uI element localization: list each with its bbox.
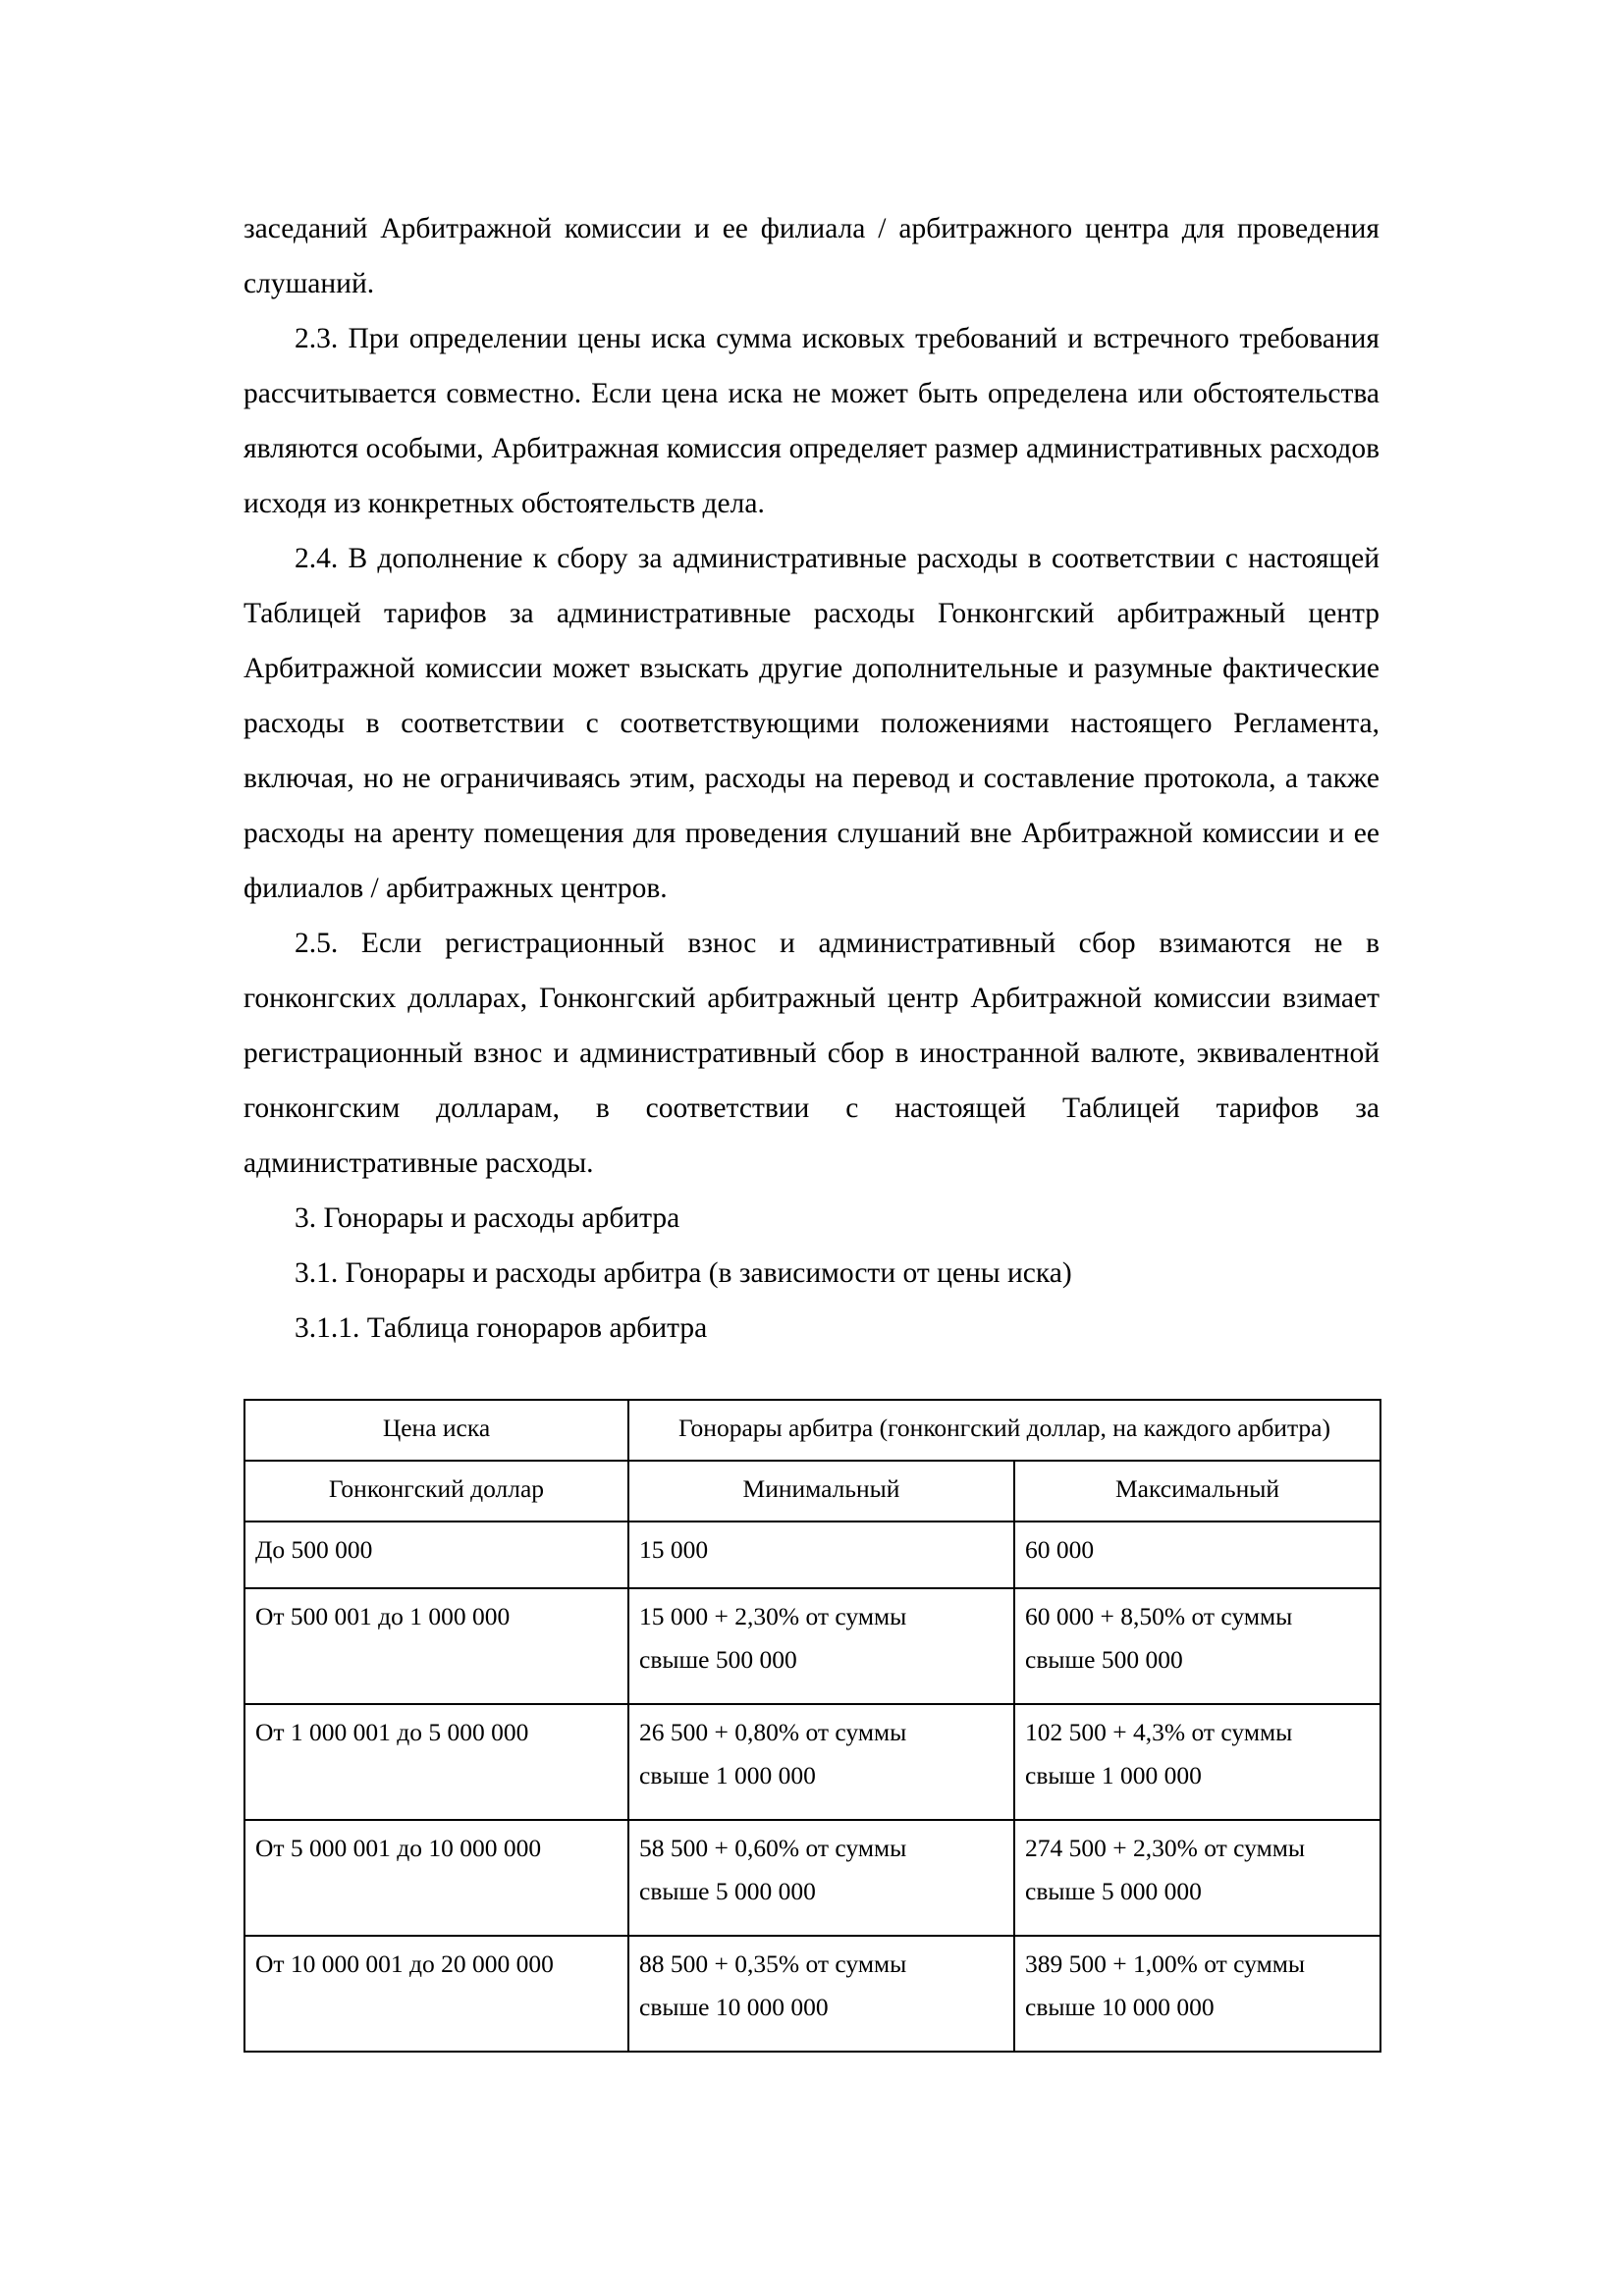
cell-claim-range: От 500 001 до 1 000 000 <box>244 1588 628 1704</box>
cell-line-primary: 88 500 + 0,35% от суммы <box>639 1949 907 1978</box>
cell-claim-range: От 1 000 001 до 5 000 000 <box>244 1704 628 1820</box>
cell-line-primary: 58 500 + 0,60% от суммы <box>639 1834 907 1862</box>
paragraph-2-3: 2.3. При определении цены иска сумма исковых требований и встречного требования рассчитывается совместно. Если цена иска не может быть определена или обстоятельства являются особыми, Арбитражная комиссия определяет размер административных расходов исходя из конкретных обстоятельств дела. <box>243 323 1380 519</box>
cell-minimum-fee <box>628 1936 1014 2052</box>
cell-maximum-fee <box>1014 1820 1380 1936</box>
cell-maximum-fee <box>1014 1588 1380 1704</box>
cell-line-primary: 389 500 + 1,00% от суммы <box>1025 1949 1305 1978</box>
cell-line-secondary: свыше 10 000 000 <box>639 1993 829 2021</box>
cell-line-primary: 15 000 <box>639 1535 709 1564</box>
cell-line-primary: 60 000 <box>1025 1535 1095 1564</box>
heading-section-3-1: 3.1. Гонорары и расходы арбитра (в зависимости от цены иска) <box>295 1257 1072 1289</box>
cell-line-secondary: свыше 500 000 <box>639 1645 797 1674</box>
header-claim-amount: Цена иска <box>244 1400 628 1461</box>
cell-maximum-fee <box>1014 1522 1380 1588</box>
heading-section-3: 3. Гонорары и расходы арбитра <box>295 1202 680 1234</box>
cell-line-primary: 102 500 + 4,3% от суммы <box>1025 1718 1293 1746</box>
cell-minimum-fee <box>628 1704 1014 1820</box>
header-minimum: Минимальный <box>628 1461 1014 1522</box>
table-row <box>244 1936 1380 2052</box>
paragraph-continuation: заседаний Арбитражной комиссии и ее филиала / арбитражного центра для проведения слушаний. <box>243 213 1380 299</box>
document-body <box>243 201 1380 2053</box>
cell-maximum-fee <box>1014 1936 1380 2052</box>
table-row <box>244 1820 1380 1936</box>
paragraph-2-4: 2.4. В дополнение к сбору за административные расходы в соответствии с настоящей Таблицей тарифов за административные расходы Гонконгский арбитражный центр Арбитражной комиссии может взыскать другие дополнительные и разумные фактические расходы в соответствии с соответствующими положениями настоящего Регламента, включая, но не ограничиваясь этим, расходы на перевод и составление протокола, а также расходы на аренту помещения для проведения слушаний вне Арбитражной комиссии и ее филиалов / арбитражных центров. <box>243 543 1380 904</box>
header-arbitrator-fees: Гонорары арбитра (гонконгский доллар, на каждого арбитра) <box>628 1400 1380 1461</box>
cell-minimum-fee <box>628 1588 1014 1704</box>
table-row <box>244 1522 1380 1588</box>
header-currency: Гонконгский доллар <box>244 1461 628 1522</box>
cell-minimum-fee <box>628 1820 1014 1936</box>
table-header-row-sub <box>244 1461 1380 1522</box>
paragraph-2-5: 2.5. Если регистрационный взнос и административный сбор взимаются не в гонконгских долларах, Гонконгский арбитражный центр Арбитражной комиссии взимает регистрационный взнос и административный сбор в иностранной валюте, эквивалентной гонконгским долларам, в соответствии с настоящей Таблицей тарифов за административные расходы. <box>243 928 1380 1179</box>
cell-line-primary: 274 500 + 2,30% от суммы <box>1025 1834 1305 1862</box>
table-row <box>244 1704 1380 1820</box>
table-row <box>244 1588 1380 1704</box>
arbitrator-fee-table <box>243 1399 1381 2053</box>
cell-line-primary: 15 000 + 2,30% от суммы <box>639 1602 907 1630</box>
cell-line-primary: 60 000 + 8,50% от суммы <box>1025 1602 1293 1630</box>
header-maximum: Максимальный <box>1014 1461 1380 1522</box>
cell-line-secondary: свыше 1 000 000 <box>1025 1761 1202 1789</box>
cell-line-secondary: свыше 500 000 <box>1025 1645 1183 1674</box>
cell-line-secondary: свыше 10 000 000 <box>1025 1993 1215 2021</box>
cell-claim-range: От 5 000 001 до 10 000 000 <box>244 1820 628 1936</box>
cell-maximum-fee <box>1014 1704 1380 1820</box>
cell-line-secondary: свыше 1 000 000 <box>639 1761 816 1789</box>
heading-section-3-1-1: 3.1.1. Таблица гонораров арбитра <box>295 1312 708 1344</box>
cell-claim-range: До 500 000 <box>244 1522 628 1588</box>
cell-line-secondary: свыше 5 000 000 <box>1025 1877 1202 1905</box>
table-header-row-top <box>244 1400 1380 1461</box>
arbitrator-fee-table-container <box>243 1399 1380 2053</box>
cell-line-primary: 26 500 + 0,80% от суммы <box>639 1718 907 1746</box>
cell-line-secondary: свыше 5 000 000 <box>639 1877 816 1905</box>
cell-minimum-fee <box>628 1522 1014 1588</box>
cell-claim-range: От 10 000 001 до 20 000 000 <box>244 1936 628 2052</box>
